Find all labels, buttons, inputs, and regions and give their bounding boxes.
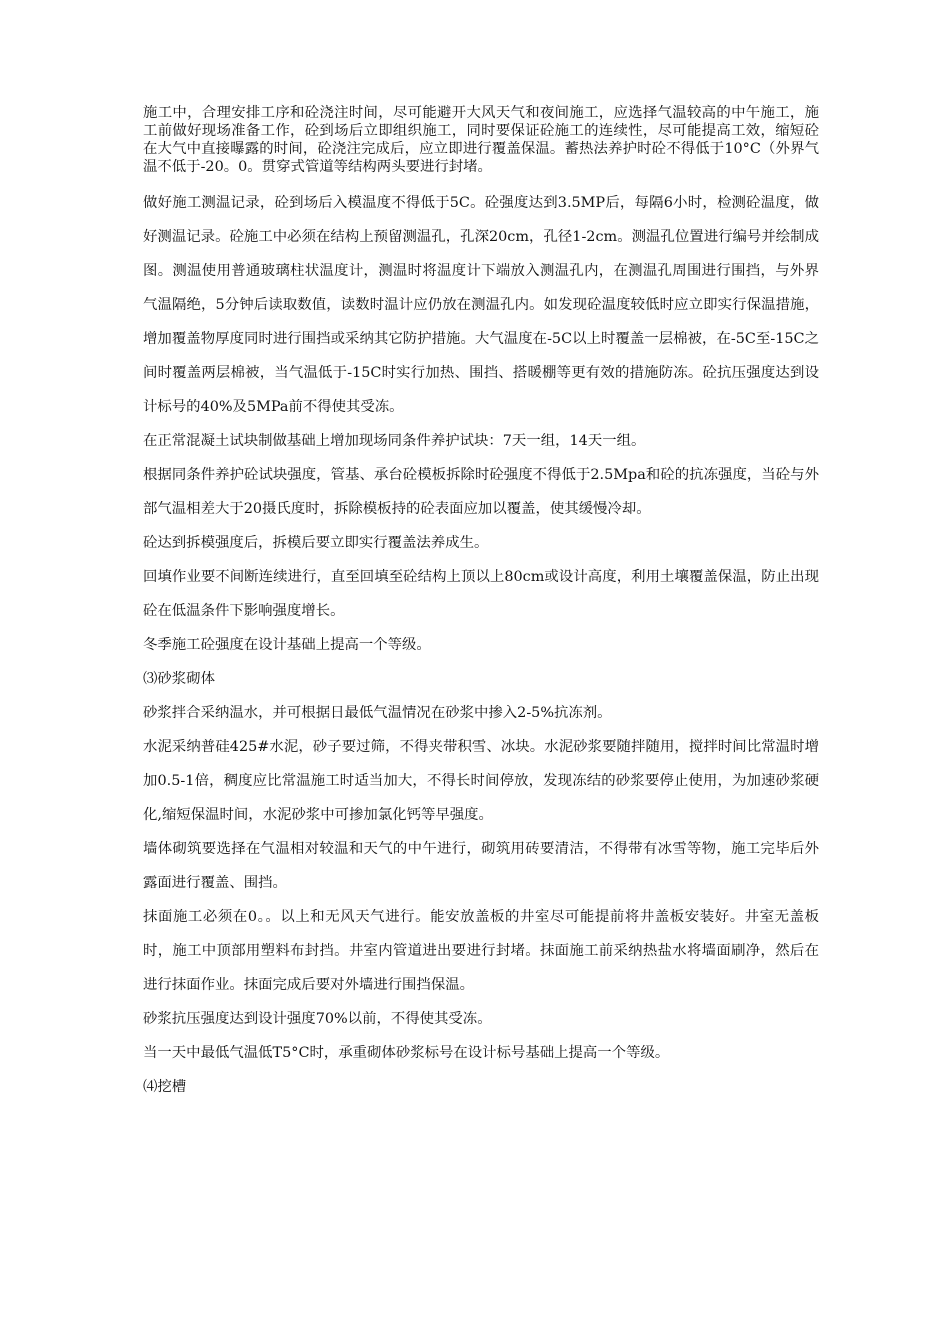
- document-body: [143, 104, 819, 1104]
- paragraph-low-temperature-grade: 当一天中最低气温低T5°C时，承重砌体砂浆标号在设计标号基础上提高一个等级。: [143, 1045, 670, 1061]
- paragraph-strength-grade: 冬季施工砼强度在设计基础上提高一个等级。: [143, 637, 431, 653]
- paragraph-curing: 砼达到拆模强度后，拆模后要立即实行覆盖法养成生。: [143, 535, 489, 551]
- paragraph-backfill: 回填作业要不间断连续进行，直至回填至砼结构上顶以上80cm或设计高度，利用土壤覆盖保温，防止出现砼在低温条件下影响强度增长。: [143, 569, 819, 619]
- paragraph-plastering: 抹面施工必须在0。。以上和无风天气进行。能安放盖板的井室尽可能提前将井盖板安装好。井室无盖板时，施工中顶部用塑料布封挡。井室内管道进出要进行封堵。抹面施工前采纳热盐水将墙面刷净，然后在进行抹面作业。抹面完成后要对外墙进行围挡保温。: [143, 909, 819, 993]
- section-heading-mortar-masonry: ⑶砂浆砌体: [143, 671, 215, 687]
- paragraph-formwork-removal: 根据同条件养护砼试块强度，管基、承台砼模板拆除时砼强度不得低于2.5Mpa和砼的抗冻强度，当砼与外部气温相差大于20摄氏度时，拆除模板持的砼表面应加以覆盖，使其缓慢冷却。: [143, 467, 819, 517]
- section-heading-trenching: ⑷挖槽: [143, 1079, 187, 1095]
- paragraph-concrete-pouring: 施工中，合理安排工序和砼浇注时间，尽可能避开大风天气和夜间施工，应选择气温较高的中午施工，施工前做好现场准备工作，砼到场后立即组织施工，同时要保证砼施工的连续性，尽可能提高工效，缩短砼在大气中直接曝露的时间，砼浇注完成后，应立即进行覆盖保温。蓄热法养护时砼不得低于10°C（外界气温不低于-20。0。贯穿式管道等结构两头要进行封堵。: [143, 105, 819, 175]
- paragraph-wall-masonry: 墙体砌筑要选择在气温相对较温和天气的中午进行，砌筑用砖要清洁，不得带有冰雪等物，施工完毕后外露面进行覆盖、围挡。: [143, 841, 819, 891]
- paragraph-test-blocks: 在正常混凝土试块制做基础上增加现场同条件养护试块：7天一组，14天一组。: [143, 433, 646, 449]
- paragraph-mortar-strength: 砂浆抗压强度达到设计强度70%以前，不得使其受冻。: [143, 1011, 492, 1027]
- paragraph-mortar-mixing: 砂浆拌合采纳温水，并可根据日最低气温情况在砂浆中掺入2-5%抗冻剂。: [143, 705, 612, 721]
- paragraph-cement-sand: 水泥采纳普硅425#水泥，砂子要过筛，不得夹带积雪、冰块。水泥砂浆要随拌随用，搅拌时间比常温时增加0.5-1倍，稠度应比常温施工时适当加大，不得长时间停放，发现冻结的砂浆要停止使用，为加速砂浆硬化,缩短保温时间，水泥砂浆中可掺加氯化钙等早强度。: [143, 739, 819, 823]
- paragraph-temperature-monitoring: 做好施工测温记录，砼到场后入模温度不得低于5C。砼强度达到3.5MP后，每隔6小时，检测砼温度，做好测温记录。砼施工中必须在结构上预留测温孔，孔深20cm，孔径1-2cm。测温孔位置进行编号并绘制成图。测温使用普通玻璃柱状温度计，测温时将温度计下端放入测温孔内，在测温孔周围进行围挡，与外界气温隔绝，5分钟后读取数值，读数时温计应仍放在测温孔内。如发现砼温度较低时应立即实行保温措施，增加覆盖物厚度同时进行围挡或采纳其它防护措施。大气温度在-5C以上时覆盖一层棉被，在-5C至-15C之间时覆盖两层棉被，当气温低于-15C时实行加热、围挡、搭暖棚等更有效的措施防冻。砼抗压强度达到设计标号的40%及5MPa前不得使其受冻。: [143, 195, 819, 415]
